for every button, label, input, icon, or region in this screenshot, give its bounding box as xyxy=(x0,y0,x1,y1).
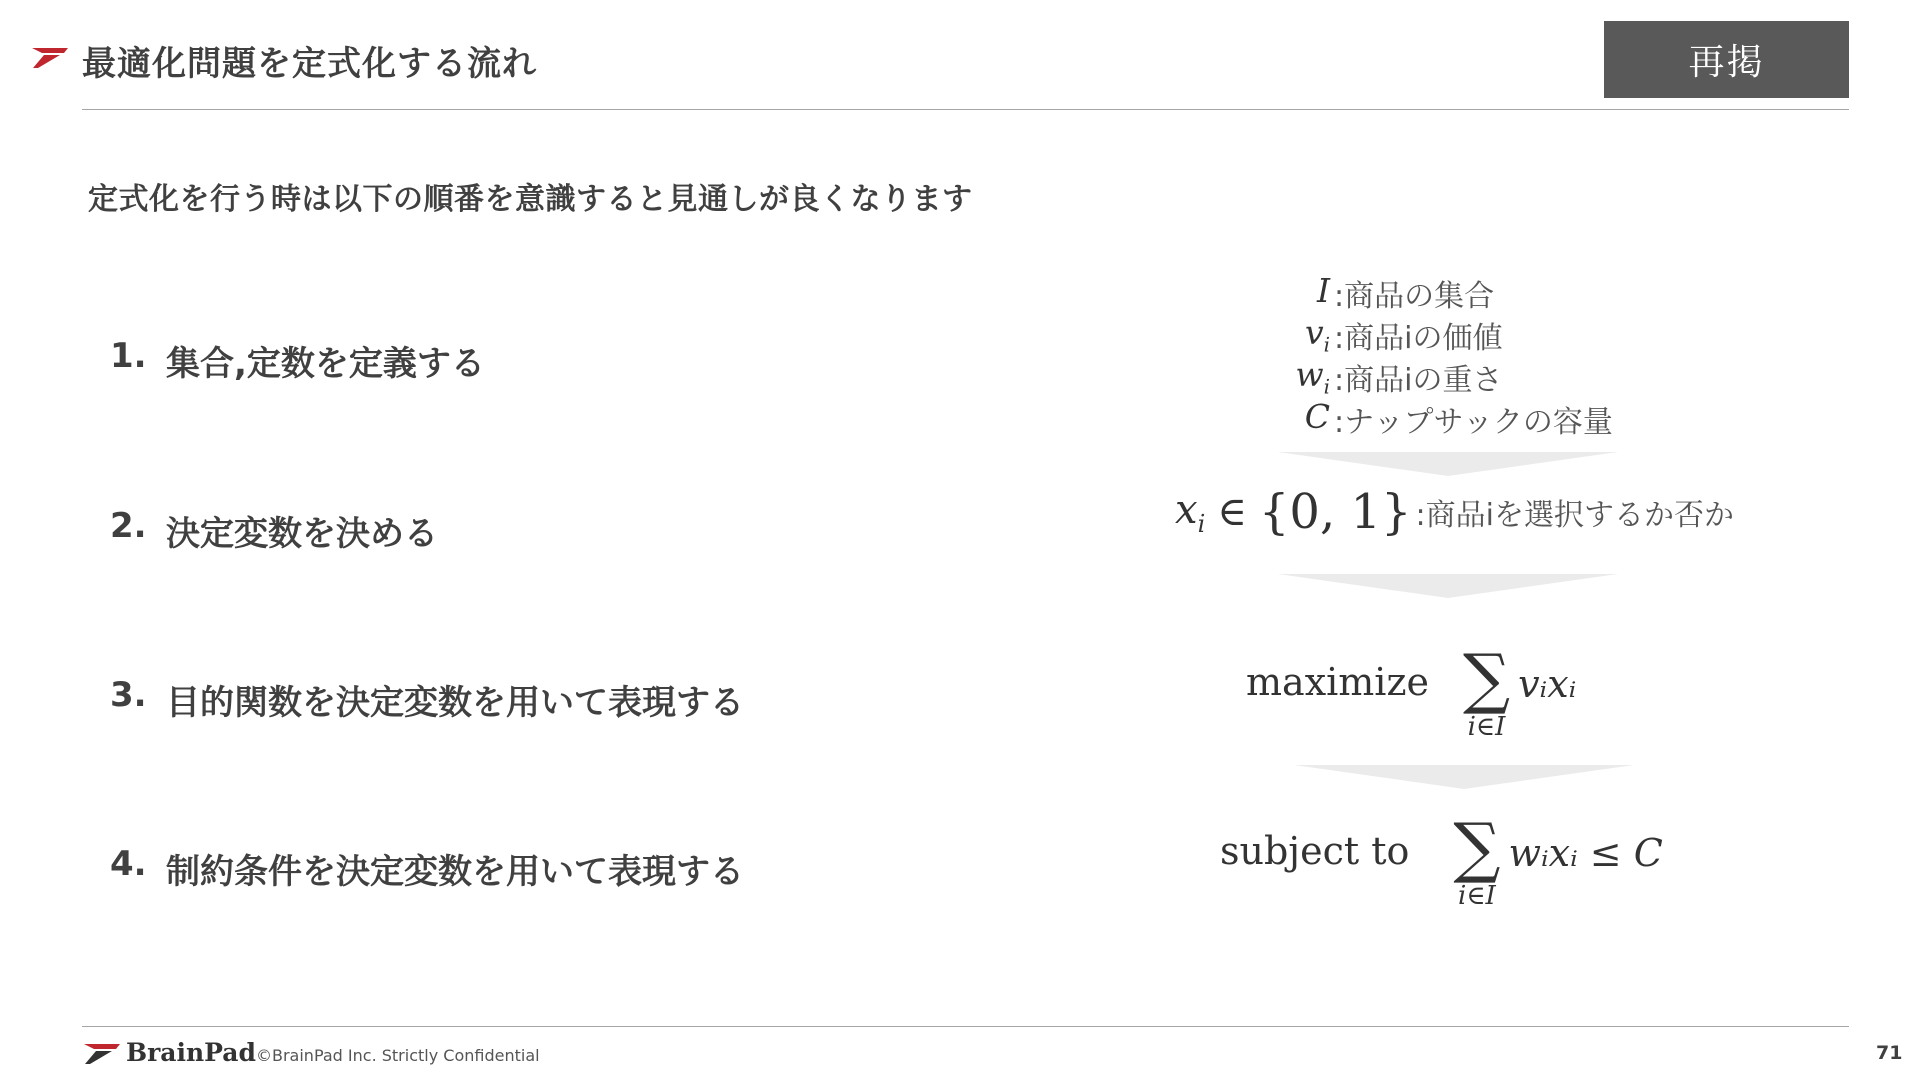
copyright-text: ©BrainPad Inc. Strictly Confidential xyxy=(256,1046,540,1065)
flow-arrow-icon xyxy=(1294,765,1634,789)
definition-symbol: $v_i$ xyxy=(1304,313,1330,357)
variable-symbol: $x_i$ xyxy=(1175,486,1206,538)
definitions-list xyxy=(1290,272,1613,440)
step-number: 2. xyxy=(110,506,147,546)
brainpad-logo-icon xyxy=(30,44,70,70)
definition-symbol: $w_i$ xyxy=(1295,355,1330,399)
sum-sign: ∑ xyxy=(1462,640,1511,717)
variable-description: :商品iを選択するか否か xyxy=(1415,498,1734,533)
objective-expression: vᵢxᵢ xyxy=(1518,662,1577,706)
page-number: 71 xyxy=(1876,1042,1903,1064)
definition-text: :商品の集合 xyxy=(1334,279,1495,314)
definition-row xyxy=(1290,398,1613,440)
step-text: 集合,定数を定義する xyxy=(166,344,485,384)
repost-badge: 再掲 xyxy=(1604,21,1849,98)
step-text: 目的関数を決定変数を用いて表現する xyxy=(166,683,744,723)
slide-subtitle: 定式化を行う時は以下の順番を意識すると見通しが良くなります xyxy=(88,182,973,217)
step-item xyxy=(110,506,438,555)
step-number: 4. xyxy=(110,844,147,884)
slide-title: 最適化問題を定式化する流れ xyxy=(82,44,537,84)
step-item xyxy=(110,675,744,724)
maximize-keyword: maximize xyxy=(1246,660,1429,704)
footer-logo xyxy=(82,1038,256,1067)
sum-index: i∈I xyxy=(1467,712,1506,742)
definition-text: :ナップサックの容量 xyxy=(1334,405,1613,440)
definition-row xyxy=(1290,314,1613,356)
decision-variable xyxy=(1175,484,1734,540)
objective-function xyxy=(1246,640,1577,742)
definition-row xyxy=(1290,272,1613,314)
step-number: 1. xyxy=(110,336,147,376)
step-text: 制約条件を決定変数を用いて表現する xyxy=(166,852,744,892)
header-divider xyxy=(82,109,1849,110)
step-item xyxy=(110,844,744,893)
summation xyxy=(1462,640,1511,742)
flow-arrow-icon xyxy=(1278,574,1618,598)
definition-text: :商品iの価値 xyxy=(1334,321,1503,356)
brainpad-mark-icon xyxy=(82,1040,122,1066)
step-item xyxy=(110,336,485,385)
subject-to-keyword: subject to xyxy=(1220,829,1410,873)
flow-arrow-icon xyxy=(1278,452,1618,476)
variable-domain: {0, 1} xyxy=(1258,484,1412,540)
constraint-expression-row xyxy=(1220,809,1663,911)
footer-divider xyxy=(82,1026,1849,1027)
step-text: 決定変数を決める xyxy=(166,514,438,554)
footer-brand: BrainPad xyxy=(126,1038,256,1067)
sum-sign: ∑ xyxy=(1453,809,1501,886)
definition-symbol: I xyxy=(1316,271,1330,311)
summation xyxy=(1453,809,1501,911)
definition-symbol: C xyxy=(1304,397,1330,437)
step-number: 3. xyxy=(110,675,147,715)
definition-row xyxy=(1290,356,1613,398)
constraint-expression: wᵢxᵢ ≤ C xyxy=(1508,831,1663,875)
definition-text: :商品iの重さ xyxy=(1334,363,1503,398)
element-of-symbol: ∈ xyxy=(1217,489,1247,535)
sum-index: i∈I xyxy=(1458,881,1496,911)
